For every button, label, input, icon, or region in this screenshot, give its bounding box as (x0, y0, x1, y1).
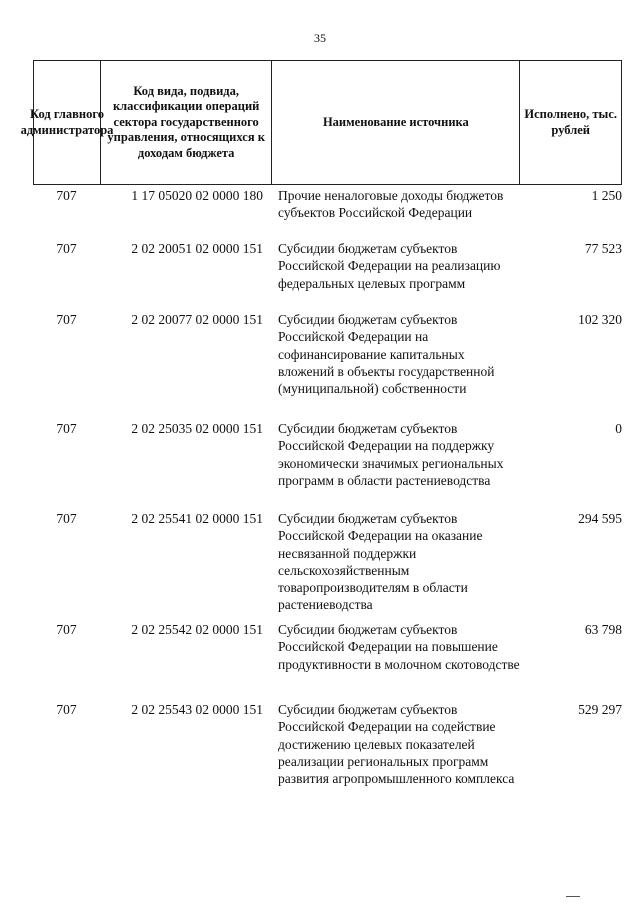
header-source-name: Наименование источника (272, 61, 520, 184)
table-row (33, 510, 622, 621)
source-name: Субсидии бюджетам субъектов Российской Федерации на содействие достижению целевых показателей реализации региональных программ развития агропромышленного комплекса (278, 702, 515, 787)
scan-mark (566, 896, 580, 897)
executed-amount: 0 (615, 421, 622, 436)
admin-code: 707 (56, 241, 77, 256)
header-classification-code: Код вида, подвида, классификации операций сектора государственного управления, относящихся к доходам бюджета (101, 61, 272, 184)
admin-code: 707 (56, 702, 77, 717)
source-name: Субсидии бюджетам субъектов Российской Федерации на поддержку экономически значимых региональных программ в области растениеводства (278, 421, 504, 488)
source-name: Субсидии бюджетам субъектов Российской Федерации на повышение продуктивности в молочном скотоводстве (278, 622, 520, 672)
executed-amount: 77 523 (584, 241, 622, 256)
header-admin-code: Код главного администратора (34, 61, 101, 184)
admin-code: 707 (56, 622, 77, 637)
page-number: 35 (314, 31, 326, 45)
source-name: Субсидии бюджетам субъектов Российской Федерации на оказание несвязанной поддержки сельскохозяйственным товаропроизводителям в области растениеводства (278, 511, 483, 613)
executed-amount: 529 297 (578, 702, 622, 717)
admin-code: 707 (56, 421, 77, 436)
admin-code: 707 (56, 511, 77, 526)
table-row (33, 311, 622, 420)
classification-code: 2 02 25542 02 0000 151 (131, 622, 263, 637)
classification-code: 2 02 25543 02 0000 151 (131, 702, 263, 717)
classification-code: 1 17 05020 02 0000 180 (131, 188, 263, 203)
admin-code: 707 (56, 312, 77, 327)
classification-code: 2 02 20077 02 0000 151 (131, 312, 263, 327)
header-executed: Исполнено, тыс. рублей (524, 107, 617, 137)
table-row (33, 621, 622, 701)
table-row (33, 420, 622, 510)
table-row (33, 240, 622, 311)
executed-amount: 102 320 (578, 312, 622, 327)
source-name: Субсидии бюджетам субъектов Российской Федерации на реализацию федеральных целевых программ (278, 241, 501, 291)
table-row (33, 187, 622, 240)
table-body (33, 187, 622, 811)
classification-code: 2 02 20051 02 0000 151 (131, 241, 263, 256)
table-header (20, 60, 622, 185)
executed-amount: 294 595 (578, 511, 622, 526)
source-name: Прочие неналоговые доходы бюджетов субъектов Российской Федерации (278, 188, 504, 221)
executed-amount: 1 250 (591, 188, 622, 203)
classification-code: 2 02 25035 02 0000 151 (131, 421, 263, 436)
source-name: Субсидии бюджетам субъектов Российской Федерации на софинансирование капитальных вложений в объекты государственной (муниципальной) собственности (278, 312, 495, 397)
classification-code: 2 02 25541 02 0000 151 (131, 511, 263, 526)
table-row (33, 701, 622, 811)
admin-code: 707 (56, 188, 77, 203)
executed-amount: 63 798 (584, 622, 622, 637)
